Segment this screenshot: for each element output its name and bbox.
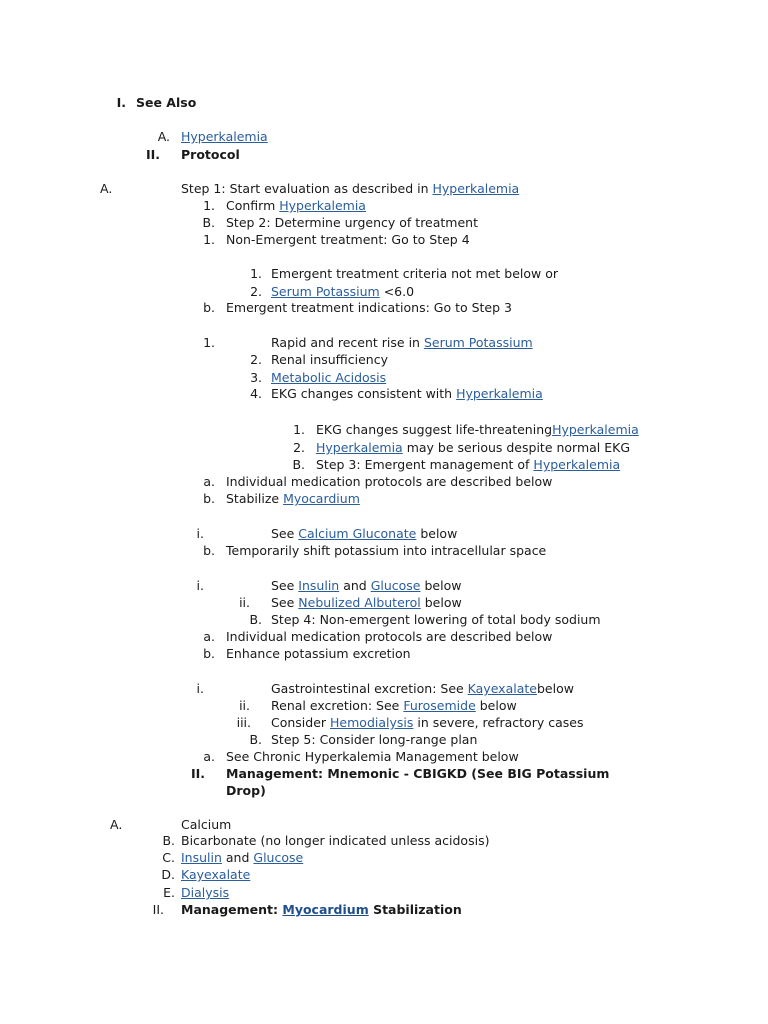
line-text: below bbox=[475, 698, 517, 713]
outline-line bbox=[271, 284, 414, 299]
link-myocardium[interactable]: Myocardium bbox=[282, 902, 369, 917]
outline-line bbox=[181, 181, 519, 196]
line-text: See bbox=[271, 526, 299, 541]
line-text: Calcium bbox=[181, 817, 232, 832]
line-text: and bbox=[339, 578, 371, 593]
list-marker: 2. bbox=[293, 440, 305, 455]
outline-line bbox=[181, 850, 303, 865]
outline-line bbox=[271, 266, 558, 281]
link-kayexalate[interactable]: Kayexalate bbox=[467, 681, 537, 696]
line-text: See Chronic Hyperkalemia Management below bbox=[226, 749, 519, 764]
outline-line bbox=[271, 526, 457, 541]
list-marker: A. bbox=[110, 817, 123, 832]
outline-line bbox=[271, 352, 388, 367]
list-marker: 2. bbox=[250, 352, 262, 367]
link-insulin[interactable]: Insulin bbox=[181, 850, 222, 865]
list-marker: i. bbox=[196, 526, 204, 541]
line-text: below bbox=[420, 595, 462, 610]
list-marker: I. bbox=[116, 95, 126, 110]
outline-line bbox=[271, 335, 533, 350]
link-calcium-gluconate[interactable]: Calcium Gluconate bbox=[298, 526, 417, 541]
line-text: Emergent treatment criteria not met below or bbox=[271, 266, 559, 281]
list-marker: a. bbox=[203, 629, 215, 644]
list-marker: a. bbox=[203, 474, 215, 489]
line-text: <6.0 bbox=[379, 284, 415, 299]
list-marker: b. bbox=[203, 300, 215, 315]
line-text: Enhance potassium excretion bbox=[226, 646, 411, 661]
outline-line bbox=[226, 232, 470, 247]
outline-line bbox=[271, 370, 386, 385]
line-text: Step 4: Non-emergent lowering of total body sodium bbox=[271, 612, 601, 627]
line-text: Step 2: Determine urgency of treatment bbox=[226, 215, 478, 230]
list-marker: II. bbox=[145, 147, 160, 162]
list-marker: B. bbox=[249, 612, 262, 627]
line-text: See bbox=[271, 595, 299, 610]
line-text: Management: Mnemonic - CBIGKD (See BIG Potassium bbox=[226, 766, 610, 781]
line-text: Step 3: Emergent management of bbox=[316, 457, 534, 472]
line-text: Individual medication protocols are described below bbox=[226, 629, 553, 644]
line-text: Non-Emergent treatment: Go to Step 4 bbox=[226, 232, 470, 247]
list-marker: C. bbox=[162, 850, 175, 865]
link-nebulized-albuterol[interactable]: Nebulized Albuterol bbox=[298, 595, 421, 610]
list-marker: a. bbox=[203, 749, 215, 764]
list-marker: 1. bbox=[203, 232, 215, 247]
list-marker: b. bbox=[203, 543, 215, 558]
outline-line bbox=[316, 457, 620, 472]
link-insulin[interactable]: Insulin bbox=[298, 578, 340, 593]
outline-line bbox=[181, 885, 229, 900]
list-marker: 1. bbox=[293, 422, 305, 437]
list-marker: 3. bbox=[250, 370, 262, 385]
line-text: EKG changes suggest life-threatening bbox=[316, 422, 553, 437]
list-marker: 4. bbox=[250, 386, 262, 401]
link-dialysis[interactable]: Dialysis bbox=[181, 885, 230, 900]
link-hyperkalemia[interactable]: Hyperkalemia bbox=[279, 198, 366, 213]
outline-line bbox=[181, 129, 268, 144]
link-hyperkalemia[interactable]: Hyperkalemia bbox=[552, 422, 639, 437]
list-marker: 2. bbox=[250, 284, 262, 299]
outline-line bbox=[181, 902, 462, 917]
link-kayexalate[interactable]: Kayexalate bbox=[181, 867, 251, 882]
line-text: Stabilize bbox=[226, 491, 284, 506]
list-marker: II. bbox=[190, 766, 205, 781]
link-hyperkalemia[interactable]: Hyperkalemia bbox=[316, 440, 403, 455]
link-hyperkalemia[interactable]: Hyperkalemia bbox=[181, 129, 268, 144]
outline-line bbox=[226, 215, 478, 230]
outline-line bbox=[271, 732, 477, 747]
list-marker: II. bbox=[152, 902, 164, 917]
line-text: and bbox=[221, 850, 254, 865]
outline-line bbox=[226, 300, 512, 315]
outline-line bbox=[181, 867, 250, 882]
line-text: Confirm bbox=[226, 198, 280, 213]
outline-line bbox=[226, 749, 519, 764]
line-text: Rapid and recent rise in bbox=[271, 335, 424, 350]
outline-line bbox=[271, 386, 543, 401]
line-text: Protocol bbox=[181, 147, 240, 162]
list-marker: B. bbox=[202, 215, 215, 230]
outline-line bbox=[181, 833, 489, 848]
link-hyperkalemia[interactable]: Hyperkalemia bbox=[432, 181, 520, 196]
outline-line bbox=[271, 715, 583, 730]
list-marker: B. bbox=[162, 833, 175, 848]
outline-line bbox=[226, 474, 552, 489]
list-marker: 1. bbox=[250, 266, 262, 281]
outline-line bbox=[226, 766, 609, 781]
line-text: Consider bbox=[271, 715, 331, 730]
line-text: in severe, refractory cases bbox=[413, 715, 584, 730]
link-metabolic-acidosis[interactable]: Metabolic Acidosis bbox=[271, 370, 387, 385]
link-hyperkalemia[interactable]: Hyperkalemia bbox=[456, 386, 543, 401]
outline-line bbox=[271, 578, 461, 593]
outline-line bbox=[226, 543, 546, 558]
line-text: Renal excretion: See bbox=[271, 698, 404, 713]
line-text: Step 5: Consider long-range plan bbox=[271, 732, 478, 747]
line-text: Renal insufficiency bbox=[271, 352, 388, 367]
line-text: EKG changes consistent with bbox=[271, 386, 457, 401]
list-marker: i. bbox=[196, 578, 204, 593]
list-marker: A. bbox=[100, 181, 113, 196]
list-marker: A. bbox=[157, 129, 170, 144]
list-marker: B. bbox=[292, 457, 305, 472]
line-text: Bicarbonate (no longer indicated unless acidosis) bbox=[181, 833, 490, 848]
list-marker: iii. bbox=[236, 715, 251, 730]
line-text: See bbox=[271, 578, 299, 593]
link-serum-potassium[interactable]: Serum Potassium bbox=[423, 335, 533, 350]
line-text: below bbox=[536, 681, 574, 696]
outline-line bbox=[226, 629, 552, 644]
list-marker: ii. bbox=[239, 595, 250, 610]
outline-line bbox=[226, 646, 411, 661]
list-marker: E. bbox=[163, 885, 175, 900]
outline-line bbox=[271, 681, 574, 696]
list-marker: ii. bbox=[239, 698, 250, 713]
list-marker: D. bbox=[161, 867, 175, 882]
outline-line bbox=[136, 95, 196, 110]
line-text: below bbox=[416, 526, 458, 541]
line-text: below bbox=[420, 578, 462, 593]
outline-line bbox=[271, 595, 462, 610]
outline-line bbox=[271, 612, 601, 627]
line-text: Stabilization bbox=[368, 902, 462, 917]
outline-line bbox=[181, 817, 231, 832]
outline-line bbox=[226, 491, 360, 506]
line-text: may be serious despite normal EKG bbox=[402, 440, 631, 455]
link-hemodialysis[interactable]: Hemodialysis bbox=[330, 715, 414, 730]
link-serum-potassium[interactable]: Serum Potassium bbox=[271, 284, 380, 299]
outline-line bbox=[271, 698, 517, 713]
link-hyperkalemia[interactable]: Hyperkalemia bbox=[533, 457, 621, 472]
line-text: Individual medication protocols are described below bbox=[226, 474, 553, 489]
list-marker: b. bbox=[203, 646, 215, 661]
link-myocardium[interactable]: Myocardium bbox=[283, 491, 360, 506]
list-marker: 1. bbox=[203, 335, 215, 350]
outline-line bbox=[181, 147, 240, 162]
line-text: Temporarily shift potassium into intracellular space bbox=[226, 543, 547, 558]
outline-line bbox=[316, 422, 639, 437]
list-marker: B. bbox=[249, 732, 262, 747]
line-text: See Also bbox=[136, 95, 197, 110]
line-text: Gastrointestinal excretion: See bbox=[271, 681, 468, 696]
link-glucose[interactable]: Glucose bbox=[253, 850, 304, 865]
outline-line bbox=[316, 440, 630, 455]
line-text: Management: bbox=[181, 902, 283, 917]
outline-line bbox=[226, 198, 366, 213]
list-marker: 1. bbox=[203, 198, 215, 213]
link-furosemide[interactable]: Furosemide bbox=[403, 698, 476, 713]
line-text: Emergent treatment indications: Go to Step 3 bbox=[226, 300, 512, 315]
outline-line bbox=[226, 783, 266, 798]
line-text: Drop) bbox=[226, 783, 266, 798]
list-marker: b. bbox=[203, 491, 215, 506]
line-text: Step 1: Start evaluation as described in bbox=[181, 181, 433, 196]
list-marker: i. bbox=[196, 681, 204, 696]
link-glucose[interactable]: Glucose bbox=[370, 578, 421, 593]
